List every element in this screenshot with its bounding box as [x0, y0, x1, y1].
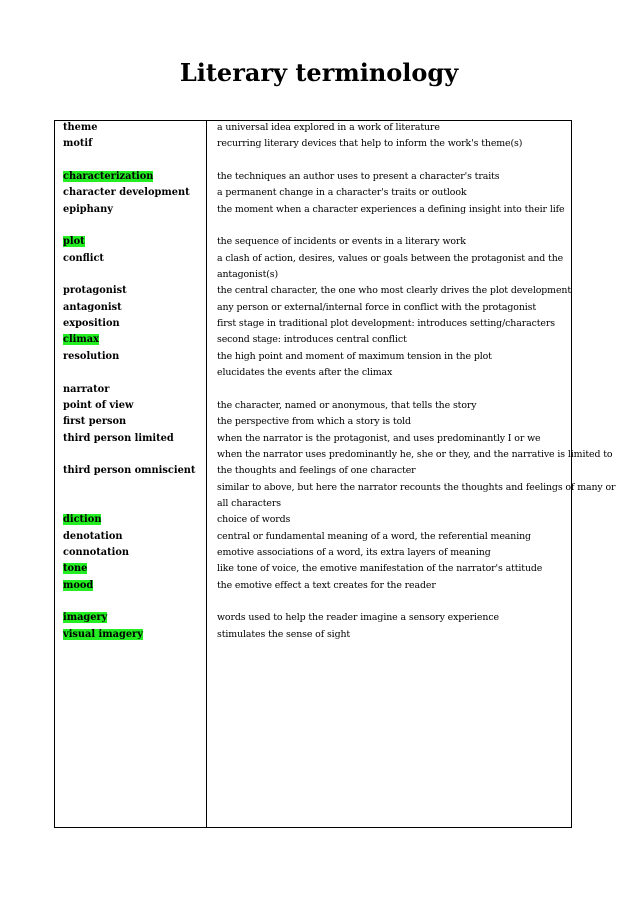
term-label: antagonist: [63, 301, 122, 313]
term-label: exposition: [63, 318, 120, 330]
definition-row: the emotive effect a text creates for the reader: [217, 579, 436, 591]
term-row: [63, 496, 205, 512]
term-label: character development: [63, 187, 190, 199]
definition-row: second stage: introduces central conflict: [217, 334, 407, 346]
term-row: [63, 545, 205, 561]
term-row: [63, 185, 205, 201]
term-label: third person limited: [63, 432, 174, 444]
definition-row: [217, 153, 579, 169]
term-label: first person: [63, 416, 127, 428]
term-label: connotation: [63, 546, 130, 558]
term-label: denotation: [63, 530, 123, 542]
term-label: conflict: [63, 252, 104, 264]
term-label: narrator: [63, 383, 110, 395]
term-row: [63, 398, 205, 414]
definition-row: the high point and moment of maximum tension in the plot: [217, 350, 492, 362]
term-row: [63, 349, 205, 365]
definition-row: when the narrator is the protagonist, and uses predominantly I or we: [217, 432, 541, 444]
definition-row: antagonist(s): [217, 269, 279, 281]
term-row: [63, 431, 205, 447]
term-label: characterization: [63, 171, 154, 183]
term-row: [63, 153, 205, 169]
term-label: mood: [63, 579, 94, 591]
definition-row: elucidates the events after the climax: [217, 367, 393, 379]
definition-row: the perspective from which a story is told: [217, 416, 411, 428]
term-row: [63, 267, 205, 283]
term-row: [63, 332, 205, 348]
term-row: [63, 136, 205, 152]
definition-row: the thoughts and feelings of one character: [217, 465, 416, 477]
term-row: [63, 610, 205, 626]
terms-column: [63, 120, 205, 643]
definition-row: central or fundamental meaning of a word, the referential meaning: [217, 530, 531, 542]
term-row: [63, 120, 205, 136]
term-label: visual imagery: [63, 628, 143, 640]
page-title: Literary terminology: [179, 58, 459, 87]
term-row: [63, 627, 205, 643]
term-row: [63, 512, 205, 528]
term-label: motif: [63, 138, 93, 150]
definition-row: [217, 218, 579, 234]
definition-row: any person or external/internal force in conflict with the protagonist: [217, 301, 537, 313]
definition-row: recurring literary devices that help to inform the work's theme(s): [217, 138, 523, 150]
term-row: [63, 234, 205, 250]
definition-row: a universal idea explored in a work of literature: [217, 122, 440, 133]
definition-row: similar to above, but here the narrator recounts the thoughts and feelings of many or: [217, 481, 616, 493]
term-row: [63, 480, 205, 496]
definition-row: [217, 382, 579, 398]
definition-row: a permanent change in a character's traits or outlook: [217, 187, 467, 199]
definition-row: the techniques an author uses to present a character's traits: [217, 171, 500, 183]
term-row: [63, 218, 205, 234]
term-row: [63, 463, 205, 479]
definition-row: the central character, the one who most clearly drives the plot development: [217, 285, 571, 297]
definition-row: emotive associations of a word, its extra layers of meaning: [217, 546, 491, 558]
term-label: third person omniscient: [63, 465, 196, 477]
term-row: [63, 382, 205, 398]
term-row: [63, 251, 205, 267]
definition-row: words used to help the reader imagine a sensory experience: [217, 612, 499, 624]
term-label: tone: [63, 563, 88, 575]
term-row: [63, 561, 205, 577]
term-row: [63, 365, 205, 381]
term-row: [63, 283, 205, 299]
term-row: [63, 529, 205, 545]
term-label: plot: [63, 236, 85, 248]
definition-row: a clash of action, desires, values or goals between the protagonist and the: [217, 252, 564, 264]
term-label: diction: [63, 514, 102, 526]
definition-row: choice of words: [217, 514, 291, 526]
term-label: imagery: [63, 612, 108, 624]
term-row: [63, 414, 205, 430]
term-row: [63, 169, 205, 185]
definition-row: all characters: [217, 497, 281, 509]
definition-row: stimulates the sense of sight: [217, 628, 351, 640]
definition-row: the moment when a character experiences a defining insight into their life: [217, 203, 565, 215]
definition-row: when the narrator uses predominantly he, she or they, and the narrative is limited to: [217, 448, 613, 460]
term-row: [63, 594, 205, 610]
term-label: point of view: [63, 399, 134, 411]
term-row: [63, 578, 205, 594]
term-row: [63, 202, 205, 218]
term-label: resolution: [63, 350, 120, 362]
term-label: climax: [63, 334, 99, 346]
term-label: theme: [63, 122, 98, 133]
term-label: protagonist: [63, 285, 127, 297]
column-divider: [206, 120, 207, 828]
definition-row: like tone of voice, the emotive manifestation of the narrator's attitude: [217, 563, 543, 575]
definition-row: the sequence of incidents or events in a literary work: [217, 236, 466, 248]
term-row: [63, 300, 205, 316]
definitions-column: [217, 120, 616, 643]
term-row: [63, 447, 205, 463]
definition-row: the character, named or anonymous, that tells the story: [217, 399, 477, 411]
term-row: [63, 316, 205, 332]
definition-row: [217, 594, 579, 610]
definition-row: first stage in traditional plot development: introduces setting/characters: [217, 318, 555, 330]
term-label: epiphany: [63, 203, 113, 215]
